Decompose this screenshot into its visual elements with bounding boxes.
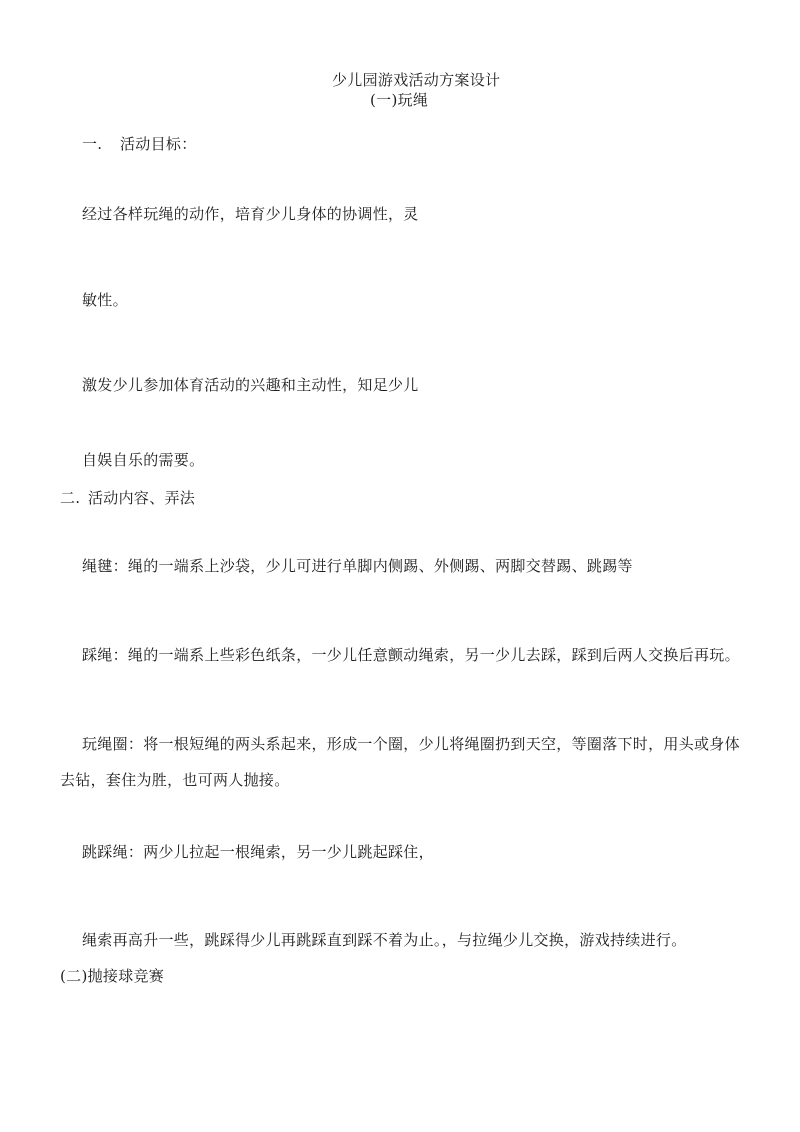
section-number: 二. bbox=[60, 489, 81, 507]
section-heading-goals bbox=[82, 134, 197, 154]
paragraph-goal-2-line-2: 自娱自乐的需要。 bbox=[82, 451, 205, 469]
paragraph-item-jump-step-line-2: 绳索再高升一些，跳踩得少儿再跳踩直到踩不着为止。，与拉绳少儿交换，游戏持续进行。 bbox=[82, 931, 687, 949]
paragraph-goal-1-line-1: 经过各样玩绳的动作，培育少儿身体的协调性，灵 bbox=[82, 205, 419, 223]
paragraph-item-step-rope: 踩绳：绳的一端系上些彩色纸条，一少儿任意颤动绳索，另一少儿去踩，踩到后两人交换后再玩。 bbox=[82, 646, 740, 664]
paragraph-item-rope-shuttlecock: 绳毽：绳的一端系上沙袋，少儿可进行单脚内侧踢、外侧踢、两脚交替踢、跳踢等 bbox=[82, 557, 633, 575]
section-heading-text: 活动内容、弄法 bbox=[88, 489, 196, 507]
section-heading-ball-contest: (二)抛接球竞赛 bbox=[60, 967, 165, 985]
section-number: 一. bbox=[82, 135, 103, 153]
section-heading-text: 活动目标： bbox=[120, 135, 197, 153]
section-heading-content bbox=[60, 488, 195, 508]
paragraph-goal-1-line-2: 敏性。 bbox=[82, 291, 128, 309]
paragraph-item-jump-step-line-1: 跳踩绳：两少儿拉起一根绳索，另一少儿跳起踩住， bbox=[82, 843, 434, 861]
document-subtitle: (一)玩绳 bbox=[370, 91, 429, 109]
document-title: 少儿园游戏活动方案设计 bbox=[332, 71, 501, 89]
paragraph-item-rope-ring-line-2: 去钻，套住为胜，也可两人抛接。 bbox=[60, 771, 290, 789]
paragraph-goal-2-line-1: 激发少儿参加体育活动的兴趣和主动性，知足少儿 bbox=[82, 376, 419, 394]
paragraph-item-rope-ring-line-1: 玩绳圈：将一根短绳的两头系起来，形成一个圈，少儿将绳圈扔到天空，等圈落下时，用头或身体 bbox=[82, 735, 740, 753]
